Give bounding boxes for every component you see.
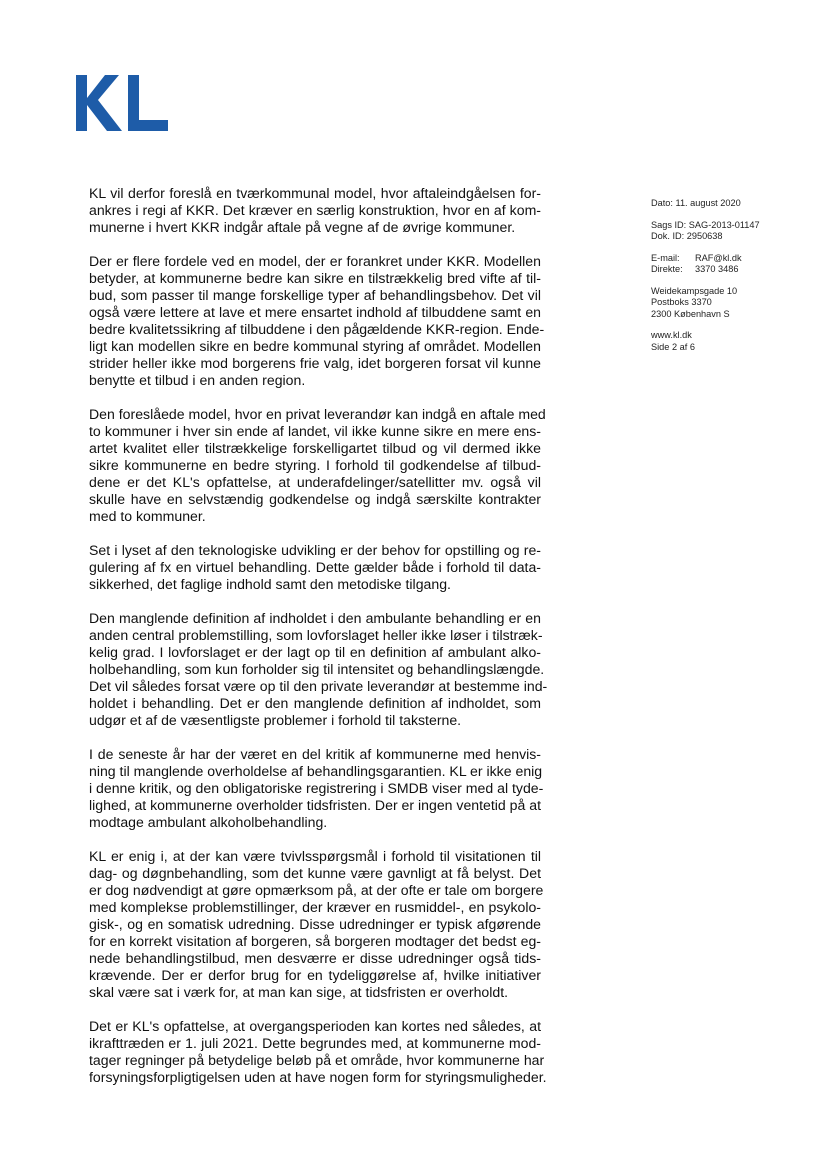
paragraph-line: Den manglende definition af indholdet i den ambulante behandling er en [89,610,541,626]
page-number: Side 2 af 6 [651,341,695,352]
body-paragraph [89,185,541,236]
email-link[interactable]: RAF@kl.dk [695,252,742,263]
paragraph-line: for en korrekt visitation af borgeren, så borgeren modtager det bedst eg- [89,933,541,949]
paragraph-line: dag- og døgnbehandling, som det kunne være gavnligt at få belyst. Det [89,865,541,881]
paragraph-line: forsyningsforpligtigelsen uden at have nogen form for styringsmuligheder. [89,1069,547,1085]
body-paragraph [89,542,541,593]
paragraph-line: krævende. Der er derfor brug for en tydeliggørelse af, hvilke initiativer [89,967,541,983]
body-paragraph [89,253,545,389]
paragraph-line: også være lettere at lave et mere ensartet indhold af tilbuddene samt en [89,304,541,320]
paragraph-line: holbehandling, som kun forholder sig til intensitet og behandlingslængde. [89,661,545,677]
paragraph-line: bedre kvalitetssikring af tilbuddene i den pågældende KKR-region. Ende- [89,321,545,337]
body-paragraph [89,1018,547,1086]
paragraph-line: Det vil således forsat være op til den private leverandør at bestemme ind- [89,678,548,694]
email-row [651,253,801,265]
logo-letter-l [128,75,168,131]
paragraph-line: Set i lyset af den teknologiske udvikling er der behov for opstilling og re- [89,542,541,558]
kl-logo-mark [76,75,168,131]
paragraph-line: gulering af fx en virtuel behandling. Dette gælder både i forhold til data- [89,559,541,575]
logo-letter-k [76,75,122,131]
paragraph-line: gisk-, og en somatisk udredning. Disse udredninger er typisk afgørende [89,916,541,932]
paragraph-line: nede behandlingstilbud, men desværre er disse udredninger også tids- [89,950,541,966]
paragraph-line: sikre kommunerne en bedre styring. I forhold til godkendelse af tilbud- [89,457,541,473]
direct-phone-value: 3370 3486 [695,264,739,274]
meta-web-group [651,330,801,353]
paragraph-line: to kommuner i hver sin ende af landet, vil ikke kunne sikre en mere ens- [89,423,541,439]
address-pobox: Postboks 3370 [651,297,712,307]
paragraph-line: dene er det KL's opfattelse, at underafdelinger/satellitter mv. også vil [89,474,541,490]
paragraph-line: skal være sat i værk for, at man kan sige, at tidsfristen er overholdt. [89,984,509,1000]
paragraph-line: i denne kritik, og den obligatoriske registrering i SMDB viser med al tyde- [89,780,544,796]
address-city: 2300 København S [651,308,730,319]
paragraph-line: I de seneste år har der været en del kritik af kommunerne med henvis- [89,746,541,762]
paragraph-line: artet kvalitet eller tilstrækkelige forskelligartet tilbud og vil dermed ikke [89,440,541,456]
kl-logo [76,75,168,131]
paragraph-line: sikkerhed, det faglige indhold samt den metodiske tilgang. [89,576,451,592]
meta-ids-group [651,220,801,243]
paragraph-line: skulle have en selvstændig godkendelse og indgå særskilte kontrakter [89,491,541,507]
direct-phone-row [651,264,801,276]
paragraph-line: KL vil derfor foreslå en tværkommunal model, hvor aftaleindgåelsen for- [89,185,541,201]
paragraph-line: med komplekse problemstillinger, der kræver en rusmiddel-, en psykolo- [89,899,541,915]
paragraph-line: anden central problemstilling, som lovforslaget heller ikke løser i tilstræk- [89,627,543,643]
document-meta [651,198,801,363]
paragraph-line: tager regninger på betydelige beløb på et område, hvor kommunerne har [89,1052,545,1068]
doc-id: Dok. ID: 2950638 [651,231,723,241]
paragraph-line: Der er flere fordele ved en model, der er forankret under KKR. Modellen [89,253,541,269]
body-paragraph [89,610,548,729]
body-paragraph [89,848,544,1001]
direct-phone-label: Direkte: [651,264,683,274]
paragraph-line: KL er enig i, at der kan være tvivlsspørgsmål i forhold til visitationen til [89,848,541,864]
paragraph-line: strider heller ikke mod borgerens frie valg, idet borgeren forsat vil kunne [89,355,541,371]
paragraph-line: benytte et tilbud i en anden region. [89,372,306,388]
letter-body [89,185,548,1103]
paragraph-line: holdet i behandling. Det er den manglende definition af indholdet, som [89,695,541,711]
paragraph-line: ligt kan modellen sikre en bedre kommunal styring af området. Modellen [89,338,541,354]
paragraph-line: udgør et af de væsentligste problemer i forhold til taksterne. [89,712,462,728]
address-street: Weidekampsgade 10 [651,285,738,296]
paragraph-line: er dog nødvendigt at gøre opmærksom på, at der ofte er tale om borgere [89,882,544,898]
paragraph-line: ankres i regi af KKR. Det kræver en særlig konstruktion, hvor en af kom- [89,202,541,218]
paragraph-line: modtage ambulant alkoholbehandling. [89,814,328,830]
paragraph-line: ikrafttræden er 1. juli 2021. Dette begrundes med, at kommunerne mod- [89,1035,541,1051]
paragraph-line: ning til manglende overholdelse af behandlingsgarantien. KL er ikke enig [89,763,543,779]
paragraph-line: Det er KL's opfattelse, at overgangsperioden kan kortes ned således, at [89,1018,541,1034]
website-link[interactable]: www.kl.dk [651,330,692,340]
paragraph-line: Den foreslåede model, hvor en privat leverandør kan indgå en aftale med [89,406,546,422]
meta-date-group [651,198,801,210]
paragraph-line: bud, som passer til mange forskellige typer af behandlingsbehov. Det vil [89,287,541,303]
document-date: Dato: 11. august 2020 [651,198,741,208]
paragraph-line: betyder, at kommunerne bedre kan sikre en tilstrækkelig bred vifte af til- [89,270,541,286]
email-label: E-mail: [651,252,680,263]
case-id: Sags ID: SAG-2013-01147 [651,219,760,230]
paragraph-line: munerne i hvert KKR indgår aftale på vegne af de øvrige kommuner. [89,219,516,235]
paragraph-line: lighed, at kommunerne overholder tidsfristen. Der er ingen ventetid på at [89,797,542,813]
meta-address-group [651,286,801,321]
paragraph-line: kelig grad. I lovforslaget er der lagt op til en definition af ambulant alko- [89,644,541,660]
paragraph-line: med to kommuner. [89,508,206,524]
body-paragraph [89,406,546,525]
meta-contact-group [651,253,801,276]
body-paragraph [89,746,544,831]
